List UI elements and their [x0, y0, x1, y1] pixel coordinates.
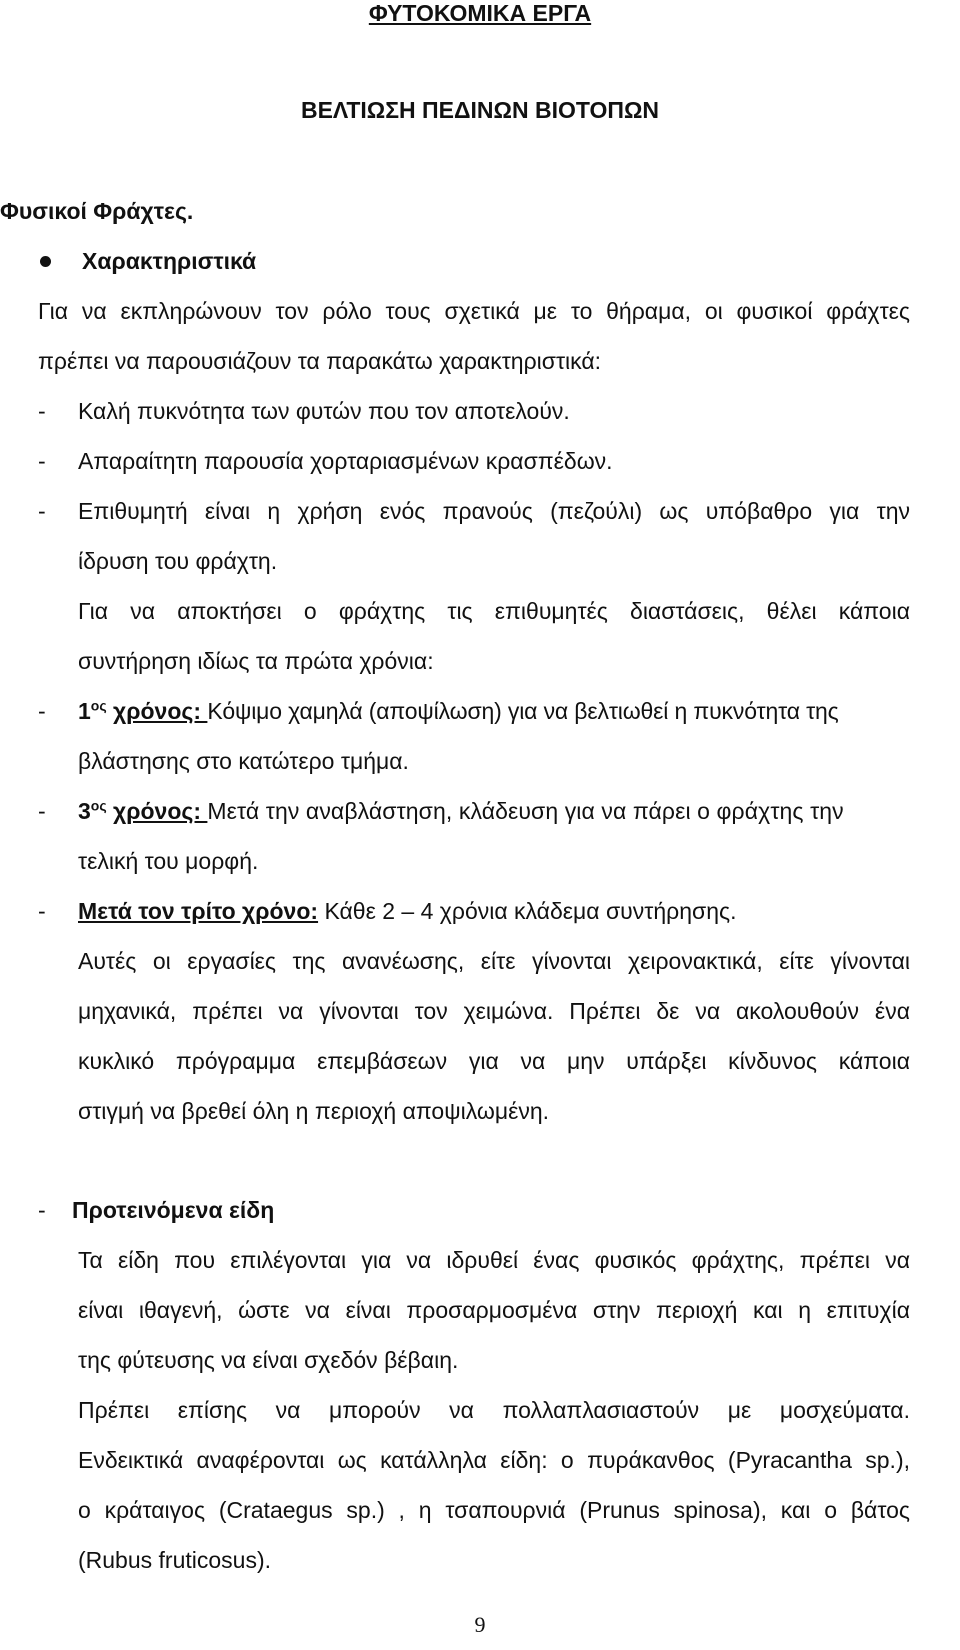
characteristic-item-2: Απαραίτητη παρουσία χορταριασμένων κρασπέδων.: [78, 448, 613, 474]
schedule-item-after-year3: [78, 898, 736, 925]
schedule-year3-text: Μετά την αναβλάστηση, κλάδευση για να πάρει ο φράχτης την: [207, 798, 844, 824]
schedule-year1-text: Κόψιμο χαμηλά (αποψίλωση) για να βελτιωθεί η πυκνότητα της: [207, 698, 839, 724]
species-line-6: ο κράταιγος (Crataegus sp.) , η τσαπουρνιά (Prunus spinosa), και ο βάτος: [78, 1497, 910, 1523]
list-dash: -: [38, 698, 46, 724]
list-dash: -: [38, 398, 46, 424]
section-heading: Φυσικοί Φράχτες.: [0, 198, 194, 224]
maintenance-line2: συντήρηση ιδίως τα πρώτα χρόνια:: [78, 648, 434, 674]
schedule-after-text: Κάθε 2 – 4 χρόνια κλάδεμα συντήρησης.: [318, 898, 737, 924]
list-dash: -: [38, 498, 46, 524]
list-dash: -: [38, 1197, 46, 1223]
schedule-year1-suffix: ος: [90, 697, 107, 714]
list-dash: -: [38, 898, 46, 924]
maintenance-line1: Για να αποκτήσει ο φράχτης τις επιθυμητές διαστάσεις, θέλει κάποια: [78, 598, 910, 624]
schedule-item-year1: [78, 698, 839, 725]
schedule-year1-number: 1: [78, 698, 91, 724]
characteristic-item-3: Επιθυμητή είναι η χρήση ενός πρανούς (πεζούλι) ως υπόβαθρο για την: [78, 498, 910, 524]
schedule-item-year3: [78, 798, 844, 825]
schedule-year3-number: 3: [78, 798, 91, 824]
characteristic-item-3-cont: ίδρυση του φράχτη.: [78, 548, 278, 574]
renewal-line-1: Αυτές οι εργασίες της ανανέωσης, είτε γίνονται χειρονακτικά, είτε γίνονται: [78, 948, 910, 974]
characteristics-intro-line1: Για να εκπληρώνουν τον ρόλο τους σχετικά με το θήραμα, οι φυσικοί φράχτες: [38, 298, 910, 324]
document-title: ΦΥΤΟΚΟΜΙΚΑ ΕΡΓΑ: [368, 0, 592, 26]
bullet-icon: [40, 256, 51, 267]
schedule-after-label: Μετά τον τρίτο χρόνο:: [78, 898, 319, 924]
schedule-year1-label: χρόνος:: [113, 698, 208, 724]
characteristics-heading: Χαρακτηριστικά: [82, 248, 257, 274]
species-line-7: (Rubus fruticosus).: [78, 1547, 272, 1573]
schedule-year3-cont: τελική του μορφή.: [78, 848, 259, 874]
schedule-year3-suffix: ος: [90, 797, 107, 814]
page-number: 9: [474, 1612, 486, 1637]
species-line-5: Ενδεικτικά αναφέρονται ως κατάλληλα είδη: ο πυράκανθος (Pyracantha sp.),: [78, 1447, 910, 1473]
schedule-year1-cont: βλάστησης στο κατώτερο τμήμα.: [78, 748, 409, 774]
species-line-1: Τα είδη που επιλέγονται για να ιδρυθεί ένας φυσικός φράχτης, πρέπει να: [78, 1247, 910, 1273]
species-line-2: είναι ιθαγενή, ώστε να είναι προσαρμοσμένα στην περιοχή και η επιτυχία: [78, 1297, 910, 1323]
document-subtitle: ΒΕΛΤΙΩΣΗ ΠΕΔΙΝΩΝ ΒΙΟΤΟΠΩΝ: [300, 97, 660, 123]
species-heading: Προτεινόμενα είδη: [72, 1197, 275, 1223]
characteristic-item-1: Καλή πυκνότητα των φυτών που τον αποτελούν.: [78, 398, 570, 424]
species-line-4: Πρέπει επίσης να μπορούν να πολλαπλασιαστούν με μοσχεύματα.: [78, 1397, 910, 1423]
renewal-line-4: στιγμή να βρεθεί όλη η περιοχή αποψιλωμένη.: [78, 1098, 550, 1124]
species-line-3: της φύτευσης να είναι σχεδόν βέβαιη.: [78, 1347, 459, 1373]
schedule-year3-label: χρόνος:: [113, 798, 208, 824]
list-dash: -: [38, 448, 46, 474]
renewal-line-2: μηχανικά, πρέπει να γίνονται τον χειμώνα. Πρέπει δε να ακολουθούν ένα: [78, 998, 910, 1024]
renewal-line-3: κυκλικό πρόγραμμα επεμβάσεων για να μην υπάρξει κίνδυνος κάποια: [78, 1048, 910, 1074]
characteristics-intro-line2: πρέπει να παρουσιάζουν τα παρακάτω χαρακτηριστικά:: [38, 348, 602, 374]
list-dash: -: [38, 798, 46, 824]
